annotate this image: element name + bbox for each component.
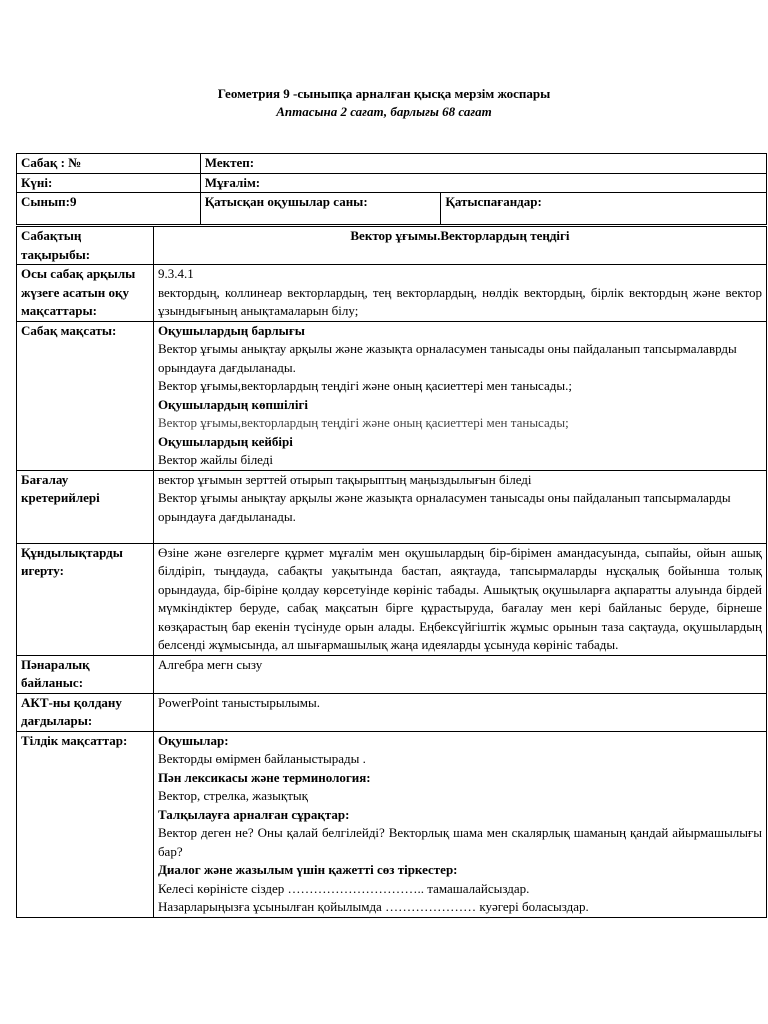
table-row [17,193,767,225]
interdisciplinary-text: Алгебра мегн сызу [153,655,766,693]
topic-value: Вектор ұғымы.Векторлардың теңдігі [153,227,766,265]
aims-all-heading: Оқушылардың барлығы [157,322,305,338]
language-goals-cell [153,731,766,917]
aims-most-text: Вектор ұғымы,векторлардың теңдігі және оның қасиеттері мен танысады; [157,415,569,430]
phrases-heading: Диалог және жазылым үшін қажетті сөз тіркестер: [157,862,458,877]
students-heading: Оқушылар: [157,732,229,748]
questions-text: Вектор деген не? Оны қалай белгілейді? Векторлық шама мен скалярлық шаманың қандай айырмашылығы бар? [157,825,762,859]
criteria-text-1: вектор ұғымын зерттей отырып тақырыптың маңыздылығын біледі [157,471,532,487]
lesson-number-cell: Сабақ : № [17,154,201,174]
document-subtitle: Аптасына 2 сағат, барлығы 68 сағат [276,104,492,119]
ict-text: PowerPoint таныстырылымы. [153,693,766,731]
table-row [17,173,767,193]
info-table [16,153,767,225]
criteria-text-2: Вектор ұғымы анықтау арқылы және жазықта орналасумен танысады оны пайдаланып тапсырмаларды орындауға дағдыланады. [157,490,731,524]
table-row [17,227,767,265]
aims-most-heading: Оқушылардың көпшілігі [157,396,308,412]
aims-label: Сабақ мақсаты: [17,321,154,470]
table-row [17,655,767,693]
topic-label: Сабақтың тақырыбы: [17,227,154,265]
date-cell: Күні: [17,173,201,193]
table-row [17,693,767,731]
goals-code: 9.3.4.1 [157,266,194,281]
absent-cell: Қатыспағандар: [441,193,767,225]
questions-heading: Талқылауға арналған сұрақтар: [157,806,350,822]
phrases-text-2: Назарларыңызға ұсынылған қойылымда ………………… куәгері боласыздар. [157,899,589,914]
language-goals-label: Тілдік мақсаттар: [17,731,154,917]
teacher-cell: Мұғалім: [200,173,766,193]
ict-label: АКТ-ны қолдану дағдылары: [17,693,154,731]
table-row [17,154,767,174]
aims-all-text-2: Вектор ұғымы,векторлардың теңдігі және оның қасиеттері мен танысады.; [157,378,572,393]
goals-text: вектордың, коллинеар векторлардың, тең векторлардың, нөлдік вектордың, бірлік вектордың және вектор ұзындығының анықтамаларын білу; [157,284,762,318]
class-cell: Сынып:9 [17,193,201,225]
table-row [17,321,767,470]
aims-all-text-1: Вектор ұғымы анықтау арқылы және жазықта орналасумен танысады оны пайдаланып тапсырмалаврды орындауға дағдыланады. [157,341,737,375]
goals-label: Осы сабақ арқылы жүзеге асатын оқу мақсаттары: [17,265,154,322]
table-row [17,470,767,543]
aims-cell [153,321,766,470]
terms-heading: Пән лексикасы және терминология: [157,769,371,785]
students-text: Векторды өмірмен байланыстырады . [157,751,366,766]
present-count-cell: Қатысқан оқушылар саны: [200,193,441,225]
table-row [17,265,767,322]
phrases-text-1: Келесі көріністе сіздер ………………………….. тамашалайсыздар. [157,880,530,896]
criteria-label: Бағалау кретерийлері [17,470,154,543]
table-row [17,731,767,917]
table-row [17,543,767,655]
criteria-cell [153,470,766,543]
interdisciplinary-label: Пәнаралық байланыс: [17,655,154,693]
aims-some-heading: Оқушылардың кейбірі [157,433,293,449]
values-label: Құндылықтарды игерту: [17,543,154,655]
school-cell: Мектеп: [200,154,766,174]
goals-cell [153,265,766,322]
document-title: Геометрия 9 -сыныпқа арналған қысқа мерзім жоспары [217,86,551,101]
values-text: Өзіне және өзгелерге құрмет мұғалім мен оқушылардың бір-бірімен амандасуында, сыпайы, ойын ашық білдіріп, тыңдауда, сабақты уақытында бастап, аяқтауда, тапсырмаларды нұсқалық бойынша толық орындауда, бір-біріне қолдау көрсетуінде көрініс табады. Ашықтық оқушыларға ақпаратты алуында бірдей мүмкіндіктер беруде, сабақ мақсатын бірге құрастыруда, бағалау мен кері байланыс беруде, бірнеше көзқарастың бар екенін түсінуде орын алады. Еңбексүйгіштік жұмыс орынын таза сақтауда, оқушылардың белсенді жұмысында, ал шығармашылық жаңа идеяларды ұсынуда көрініс табады. [153,543,766,655]
terms-text: Вектор, стрелка, жазықтық [157,788,308,803]
lesson-plan-table [16,226,767,918]
aims-some-text: Вектор жайлы біледі [157,452,274,467]
